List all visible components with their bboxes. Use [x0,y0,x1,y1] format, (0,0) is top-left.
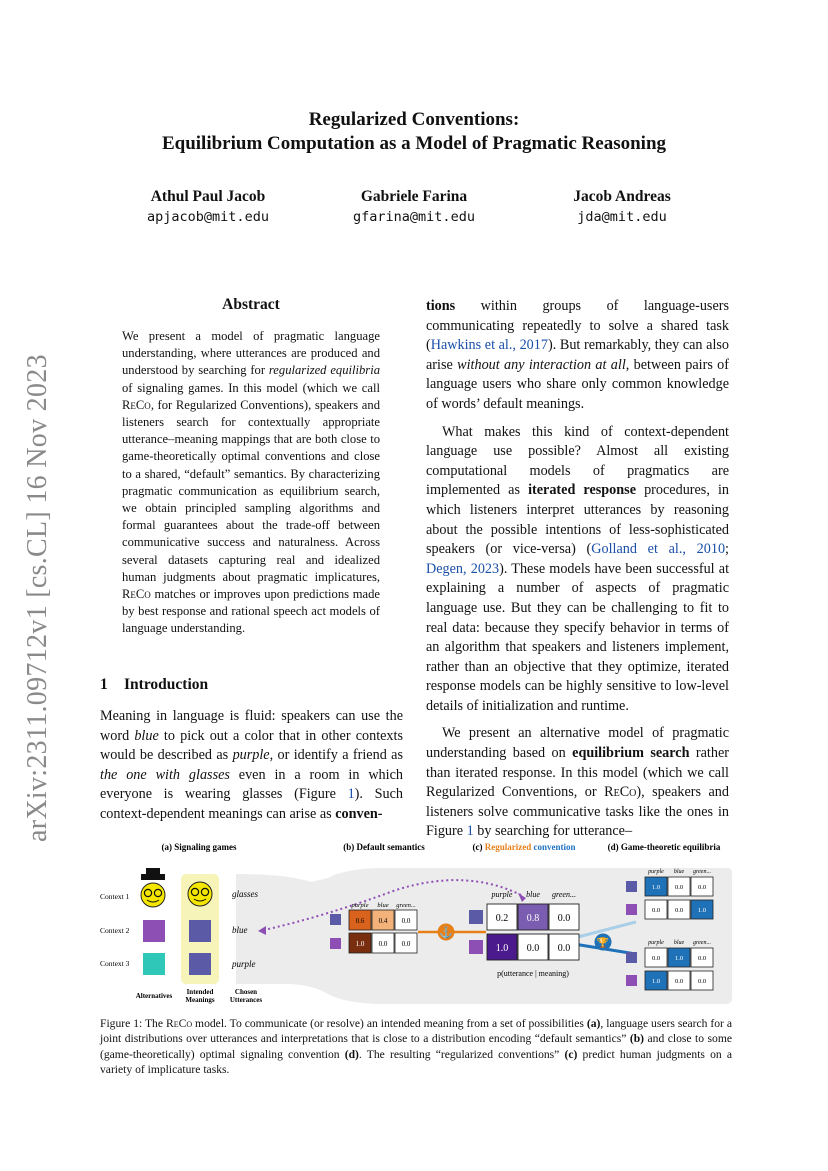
matrix-cell: 0.2 [495,913,509,924]
matrix-cell: 0.0 [697,978,707,985]
blue-square-icon [469,910,483,924]
col-header: blue [377,902,389,909]
matrix-cell: 0.0 [697,955,707,962]
author-2 [304,186,524,226]
author-3 [512,186,732,226]
context-label: Context 1 [100,892,130,901]
alternatives-label: Alternatives [135,992,173,1000]
utterance-label: purple [232,959,256,969]
section-heading-introduction: 1 Introduction [100,676,209,693]
abstract-body: We present a model of pragmatic language understanding, where utterances are produced and understood by searching for regularized equilibria of signaling games. In this model (which we call ReCo, for Regularized Conventions), speakers and listeners search for contextually appropriate utterance–meaning mappings that are both close to game-theoretically optimal conventions and close to a shared, “default” semantics. By characterizing pragmatic communication as equilibrium search, we obtain principled sampling algorithms and formal guarantees about the trade-off between communicative success and naturalness. Across several datasets capturing real and idealized human judgments about pragmatic implicatures, ReCo matches or improves upon predictions made by best response and rational speech act models of language understanding. [122,329,380,636]
abstract-heading: Abstract [222,296,280,313]
teal-square-icon [143,953,165,975]
matrix-cell: 0.0 [651,955,661,962]
author-name: Jacob Andreas [573,188,671,205]
panel-d-title: (d) Game-theoretic equilibria [607,842,721,852]
purple-square-icon [626,975,637,986]
paragraph: Meaning in language is fluid: speakers can use the word blue to pick out a color that in other contexts would be described as purple, or identify a friend as the one with glasses even in a room in which everyone is wearing glasses (Figure 1). Such context-dependent meanings can arise as conven- [100,708,403,822]
matrix-cell: 0.8 [526,913,540,924]
matrix-cell: 0.6 [355,917,365,925]
purple-square-icon [143,920,165,942]
col-header: blue [673,869,685,875]
context-label: Context 2 [100,926,130,935]
paragraph: What makes this kind of context-dependent language use possible? Almost all existing computational models of pragmatics are implemented as iterated response procedures, in which listeners interpret utterances by reasoning about the possible intentions of less-sophisticated speakers (or vice-versa) (Golland et al., 2010; Degen, 2023). These models have been successful at explaining a number of aspects of pragmatic language use. But they can be challenging to fit to real data: because they specify behavior in terms of an algorithm that speakers and listeners implement, rather than an objective that they optimize, iterated response models can be highly sensitive to low-level details of initialization and runtime. [426,423,730,714]
citation-link[interactable]: Degen, 2023 [426,560,500,577]
col-header: blue [526,890,540,899]
anchor-icon [438,924,455,941]
col-header: green... [693,940,711,946]
utterance-label: blue [232,925,248,935]
figure-1 [96,838,736,1008]
matrix-cell: 1.0 [495,943,509,954]
utterance-label: glasses [232,889,259,899]
col-header: green... [693,869,711,875]
title-line-2: Equilibrium Computation as a Model of Pragmatic Reasoning [161,133,667,154]
title-line-1: Regularized Conventions: [308,109,520,130]
matrix-cell: 0.0 [674,907,684,914]
citation-link[interactable]: Hawkins et al., 2017 [430,337,548,354]
paper-title [0,108,828,156]
figure-link[interactable]: 1 [466,823,474,840]
context-label: Context 3 [100,959,130,968]
matrix-cell: 0.0 [674,884,684,891]
panel-c-title: (c) Regularized convention [472,842,576,852]
purple-square-icon [626,904,637,915]
blue-square-icon [330,914,341,925]
panel-b-title: (b) Default semantics [343,842,425,852]
col-header: green... [552,890,576,899]
arxiv-stamp: arXiv:2311.09712v1 [cs.CL] 16 Nov 2023 [22,354,53,842]
purple-square-icon [469,940,483,954]
intro-left-column [100,707,403,825]
blue-square-icon [189,953,211,975]
smiley-glasses-icon [188,882,212,906]
intended-label-2: Meanings [185,996,215,1004]
col-header: green... [396,902,416,909]
col-header: purple [648,869,664,875]
intended-label-1: Intended [186,988,214,996]
chosen-label-1: Chosen [234,988,258,996]
chosen-label-2: Utterances [229,996,263,1004]
citation-link[interactable]: Golland et al., 2010 [591,541,726,558]
purple-square-icon [330,938,341,949]
matrix-cell: 1.0 [651,978,661,985]
svg-text:⚓: ⚓ [439,927,453,939]
author-email: apjacob@mit.edu [147,209,269,225]
matrix-cell: 0.4 [378,917,388,925]
blue-square-icon [626,952,637,963]
figure-caption: Figure 1: The ReCo model. To communicate (or resolve) an intended meaning from a set of possibilities (a), language users search for a joint distributions over utterances and interpretations that is close to a distribution encoding “default semantics” (b) and close to some (game-theoretically) optimal signaling convention (d). The resulting “regularized conventions” (c) predict human judgments on a variety of implicature tasks. [100,1017,733,1077]
paragraph: We present an alternative model of pragmatic understanding based on equilibrium search rather than iterated response. In this model (which we call Regularized Conventions, or ReCo), speakers and listeners solve communicative tasks like the ones in Figure 1 by searching for utterance– [426,725,729,840]
matrix-cell: 0.0 [651,907,661,914]
panel-a-title: (a) Signaling games [161,842,237,852]
col-header: blue [673,940,685,946]
col-header: purple [351,902,369,909]
matrix-cell: 0.0 [557,943,571,954]
probability-label: p(utterance | meaning) [497,969,569,978]
blue-square-icon [189,920,211,942]
matrix-cell: 0.0 [401,940,411,948]
author-name: Gabriele Farina [360,188,468,205]
matrix-cell: 0.0 [674,978,684,985]
blue-square-icon [626,881,637,892]
svg-text:🏆: 🏆 [596,938,610,949]
matrix-cell: 1.0 [697,907,707,914]
matrix-cell: 0.0 [557,913,571,924]
trophy-icon [595,934,612,951]
figure-link[interactable]: 1 [347,786,355,803]
matrix-cell: 0.0 [697,884,707,891]
author-email: jda@mit.edu [577,209,667,225]
matrix-cell: 0.0 [401,917,411,925]
author-name: Athul Paul Jacob [150,188,266,205]
matrix-cell: 1.0 [355,940,365,948]
col-header: purple [491,890,513,899]
author-email: gfarina@mit.edu [353,209,475,225]
intro-right-column [426,297,729,842]
matrix-cell: 0.0 [526,943,540,954]
col-header: purple [648,940,664,946]
matrix-cell: 1.0 [674,955,684,962]
author-1 [98,186,318,226]
paragraph: tions within groups of language-users communicating repeatedly to solve a shared task (Hawkins et al., 2017). But remarkably, they can also arise without any interaction at all, between pairs of language users who share only common knowledge of words’ default meanings. [426,298,729,412]
matrix-cell: 0.0 [378,940,388,948]
matrix-cell: 1.0 [651,884,661,891]
